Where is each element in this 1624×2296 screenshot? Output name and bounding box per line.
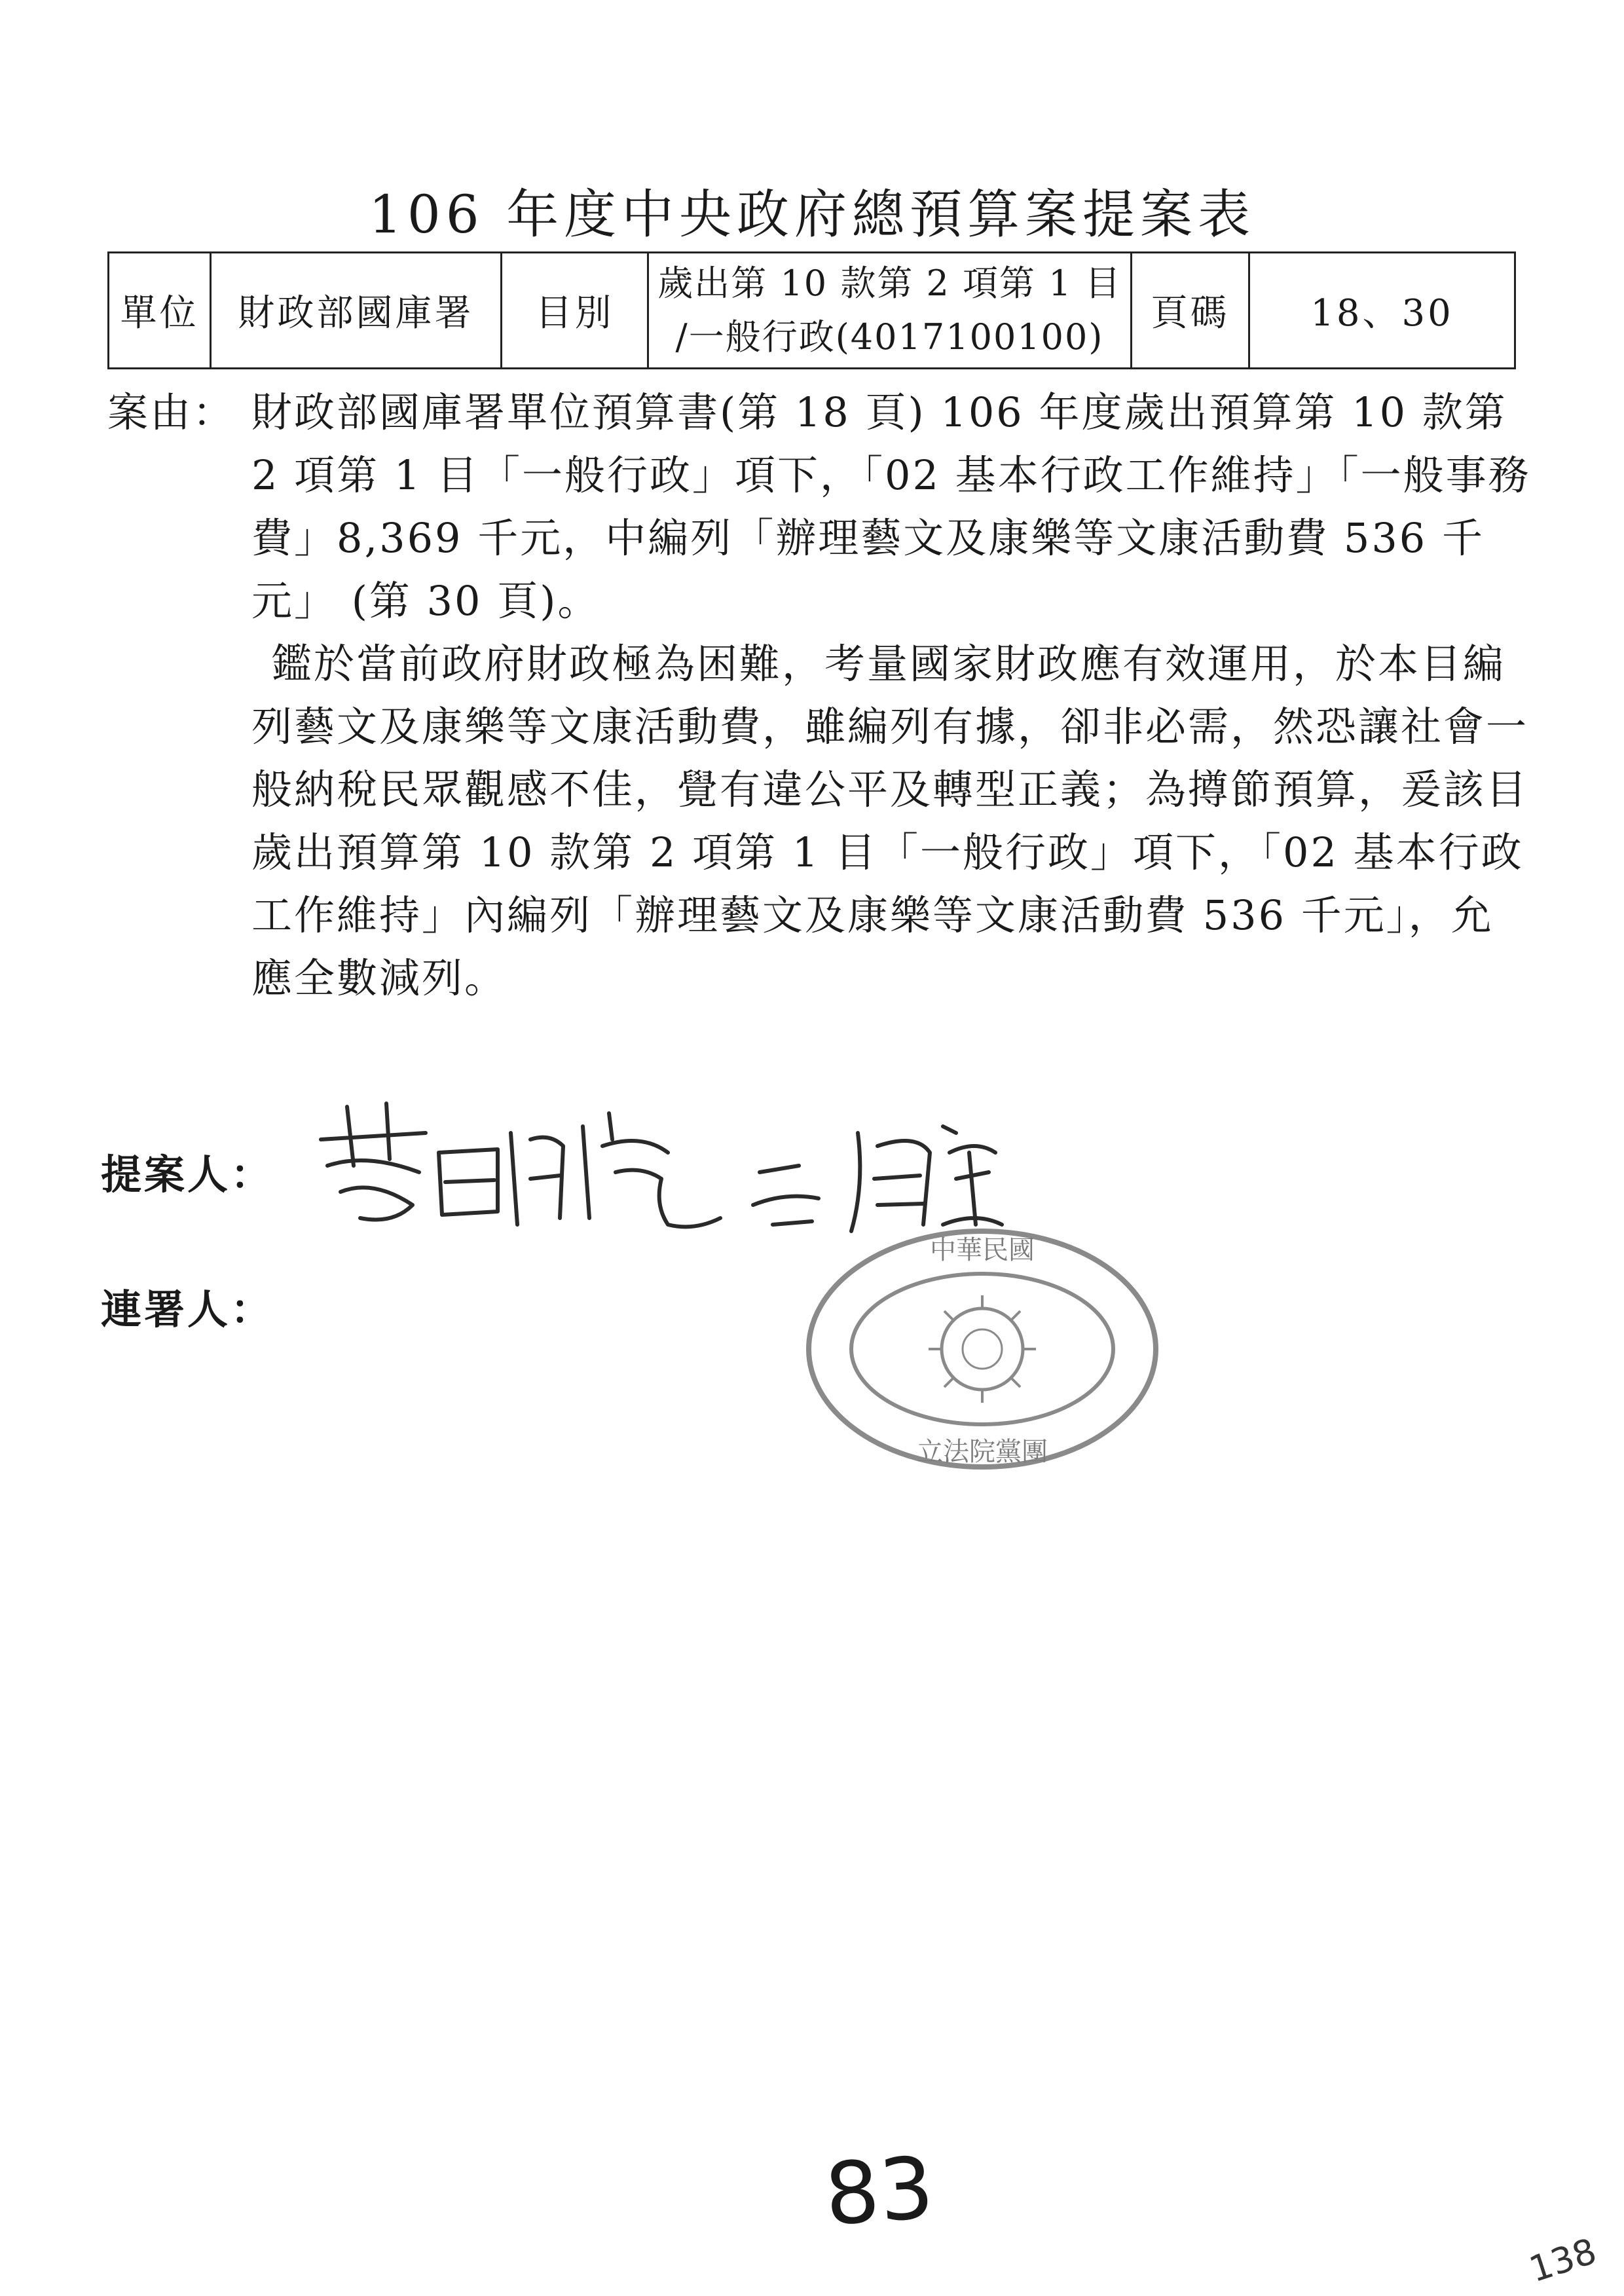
page-label: 頁碼	[1132, 253, 1249, 369]
subject-value	[648, 253, 1132, 369]
seal-top-text: 中華民國	[930, 1235, 1035, 1265]
subject-label: 目別	[502, 253, 648, 369]
reason-paragraph-2: 鑑於當前政府財政極為困難，考量國家財政應有效運用，於本目編列藝文及康樂等文康活動費，雖編列有據，卻非必需，然恐讓社會一般納稅民眾觀感不佳，覺有違公平及轉型正義；為撙節預算，爰該目歲出預算第 10 款第 2 項第 1 目「一般行政」項下，「02 基本行政工作維持」內編列「辦理藝文及康樂等文康活動費 536 千元」，允應全數減列。	[251, 640, 1529, 1002]
cosigner-label: 連署人：	[101, 1286, 274, 1333]
reason-label: 案由：	[107, 388, 236, 436]
subject-line-1: 歲出第 10 款第 2 項第 1 目	[657, 263, 1122, 304]
page-value: 18、30	[1249, 253, 1515, 369]
document-title: 106 年度中央政府總預算案提案表	[368, 184, 1256, 245]
page-number: 83	[821, 2138, 937, 2245]
corner-mark: 138	[1524, 2230, 1602, 2291]
official-seal	[799, 1218, 1166, 1480]
reason-section	[107, 381, 1535, 1010]
unit-value: 財政部國庫署	[211, 253, 502, 369]
seal-bottom-text: 立法院黨團	[917, 1437, 1048, 1467]
proposer-label: 提案人：	[101, 1151, 274, 1198]
unit-label: 單位	[109, 253, 211, 369]
subject-line-2: /一般行政(4017100100)	[675, 316, 1104, 358]
info-table	[107, 251, 1516, 369]
reason-paragraph-1: 財政部國庫署單位預算書(第 18 頁) 106 年度歲出預算第 10 款第 2 項第 1 目「一般行政」項下，「02 基本行政工作維持」「一般事務費」8,369 千元，中編列「辦理藝文及康樂等文康活動費 536 千元」 (第 30 頁)。	[251, 388, 1531, 625]
